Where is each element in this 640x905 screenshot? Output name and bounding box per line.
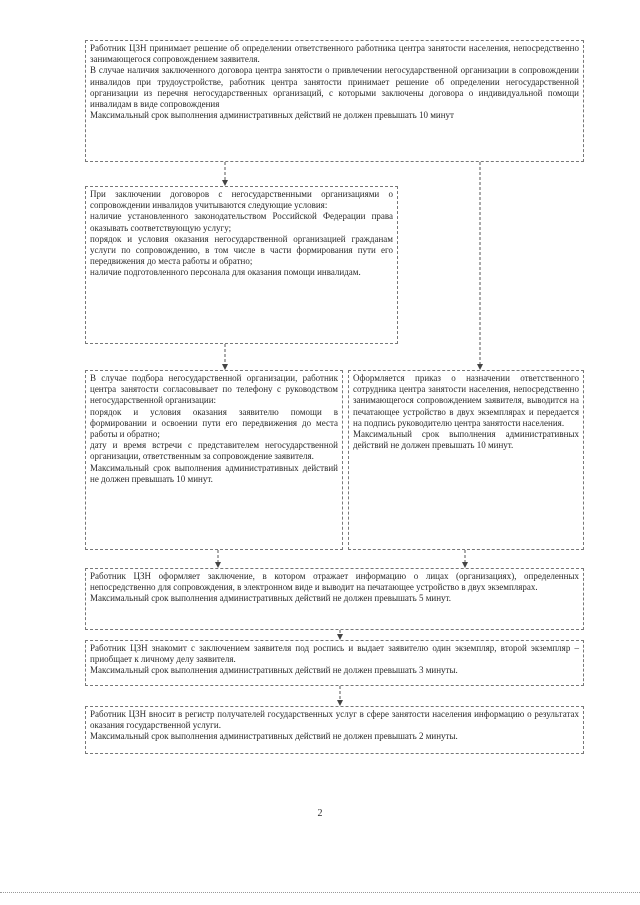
box3-text-3: дату и время встречи с представителем негосударственной организации, ответственным за сопровождение заявителя. bbox=[90, 440, 338, 462]
box2-text-1: При заключении договоров с негосударственными организациями о сопровождении инвалидов учитываются следующие условия: bbox=[90, 189, 393, 211]
box1-text-1: Работник ЦЗН принимает решение об определении ответственного работника центра занятости населения, непосредственно занимающегося сопровождением заявителя. bbox=[90, 43, 579, 65]
scan-edge-line bbox=[0, 892, 640, 893]
box4-text-1: Оформляется приказ о назначении ответственного сотрудника центра занятости населения, непосредственно занимающегося сопровождением заявителя, выводится на печатающее устройство в двух экземплярах и передается на подпись руководителю центра занятости населения. bbox=[353, 373, 579, 428]
page-number: 2 bbox=[317, 808, 323, 819]
box2-text-2: наличие установленного законодательством Российской Федерации права оказывать соответствующую услугу; bbox=[90, 211, 393, 233]
box3-text-2: порядок и условия оказания заявителю помощи в формировании и освоении пути его передвижения до места работы и обратно; bbox=[90, 406, 338, 440]
box3-text-1: В случае подбора негосударственной организации, работник центра занятости согласовывает по телефону с руководством негосударственной организации: bbox=[90, 373, 338, 406]
box5-text-1: Работник ЦЗН оформляет заключение, в котором отражает информацию о лицах (организациях), определенных непосредственно для сопровождения, в электронном виде и выводит на печатающее устройство в двух экземплярах. bbox=[90, 571, 579, 593]
box6-text-2: Максимальный срок выполнения административных действий не должен превышать 3 минуты. bbox=[90, 665, 458, 676]
box7-text-2: Максимальный срок выполнения административных действий не должен превышать 2 минуты. bbox=[90, 731, 458, 742]
box1-text-3: Максимальный срок выполнения административных действий не должен превышать 10 минут bbox=[90, 110, 454, 121]
box3-text-4: Максимальный срок выполнения административных действий не должен превышать 10 минут. bbox=[90, 462, 338, 484]
box6-text-1: Работник ЦЗН знакомит с заключением заявителя под роспись и выдает заявителю один экземпляр, второй экземпляр – приобщает к личному делу заявителя. bbox=[90, 643, 579, 665]
box4-text-2: Максимальный срок выполнения административных действий не должен превышать 10 минут. bbox=[353, 429, 579, 451]
box7-text-1: Работник ЦЗН вносит в регистр получателей государственных услуг в сфере занятости населения информацию о результатах оказания государственной услуги. bbox=[90, 709, 579, 731]
box2-text-3: порядок и условия оказания негосударственной организацией гражданам услуги по сопровождению, в том числе в части формирования пути его передвижения до места работы и обратно; bbox=[90, 233, 393, 267]
box2-text-4: наличие подготовленного персонала для оказания помощи инвалидам. bbox=[90, 267, 361, 278]
box5-text-2: Максимальный срок выполнения административных действий не должен превышать 5 минут. bbox=[90, 593, 452, 604]
box1-text-2: В случае наличия заключенного договора центра занятости о привлечении негосударственной организации в сопровождении инвалидов при трудоустройстве, работник центра занятости принимает решение об определении негосударственной организации из перечня негосударственных организаций, с которыми заключены договора о индивидуальной помощи инвалидам в виде сопровождения bbox=[90, 65, 579, 110]
